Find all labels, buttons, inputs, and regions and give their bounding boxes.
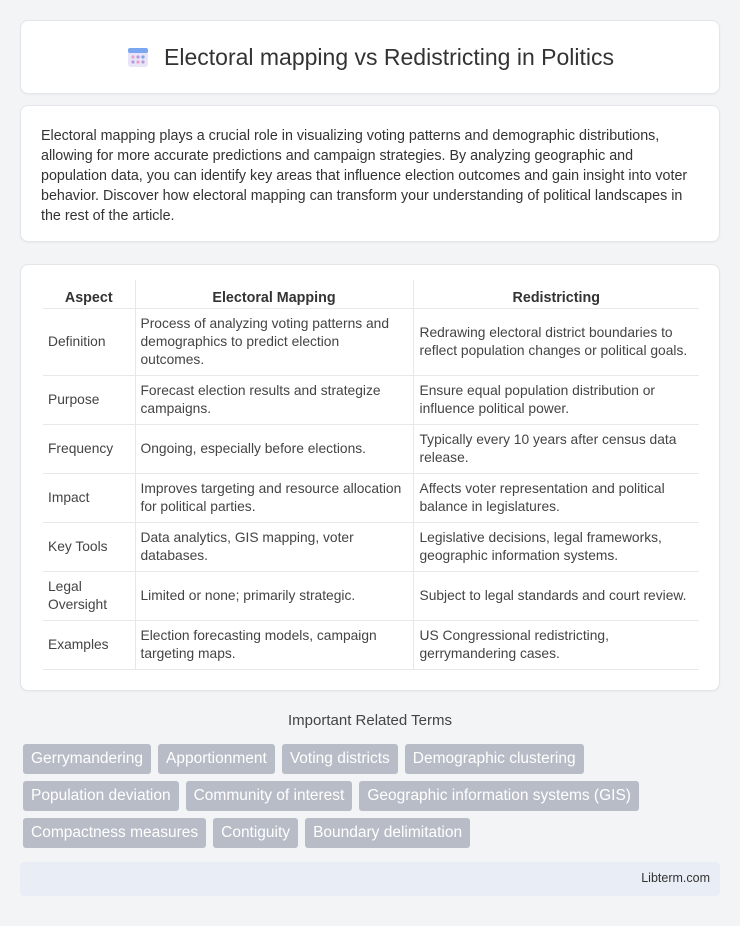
related-term-tag[interactable]: Demographic clustering [405,744,584,774]
related-term-tag[interactable]: Boundary delimitation [305,818,470,848]
cell-aspect: Purpose [43,375,135,424]
table-row [43,473,699,522]
cell-redistricting: Legislative decisions, legal frameworks, geographic information systems. [413,522,699,571]
cell-redistricting: Subject to legal standards and court review. [413,571,699,620]
cell-redistricting: Affects voter representation and political balance in legislatures. [413,473,699,522]
cell-aspect: Definition [43,308,135,375]
related-terms-list [23,744,723,848]
footer [20,862,720,896]
related-term-tag[interactable]: Gerrymandering [23,744,151,774]
header-aspect: Aspect [43,280,135,308]
cell-aspect: Impact [43,473,135,522]
cell-redistricting: Ensure equal population distribution or influence political power. [413,375,699,424]
related-term-tag[interactable]: Compactness measures [23,818,206,848]
related-term-tag[interactable]: Geographic information systems (GIS) [359,781,639,811]
title-card [20,20,720,94]
cell-electoral-mapping: Data analytics, GIS mapping, voter databases. [135,522,413,571]
comparison-table [43,280,699,670]
cell-redistricting: Redrawing electoral district boundaries to reflect population changes or political goals. [413,308,699,375]
table-row [43,522,699,571]
calendar-grid-icon [126,45,150,69]
related-term-tag[interactable]: Population deviation [23,781,179,811]
table-row [43,571,699,620]
related-terms-title: Important Related Terms [288,712,452,729]
footer-site[interactable]: Libterm.com [641,871,710,885]
comparison-table-card [20,264,720,691]
related-term-tag[interactable]: Community of interest [186,781,353,811]
related-term-tag[interactable]: Voting districts [282,744,398,774]
cell-electoral-mapping: Ongoing, especially before elections. [135,424,413,473]
cell-electoral-mapping: Election forecasting models, campaign targeting maps. [135,620,413,669]
table-row [43,308,699,375]
intro-card [20,105,720,242]
intro-text: Electoral mapping plays a crucial role in visualizing voting patterns and demographic distributions, allowing for more accurate predictions and campaign strategies. By analyzing geographic and population data, you can identify key areas that influence election outcomes and gain insight into voter behavior. Discover how electoral mapping can transform your understanding of political landscapes in the rest of the article. [41,128,688,224]
table-row [43,620,699,669]
header-electoral-mapping: Electoral Mapping [135,280,413,308]
cell-aspect: Key Tools [43,522,135,571]
table-row [43,375,699,424]
cell-electoral-mapping: Improves targeting and resource allocation for political parties. [135,473,413,522]
cell-electoral-mapping: Forecast election results and strategize campaigns. [135,375,413,424]
cell-aspect: Frequency [43,424,135,473]
cell-redistricting: US Congressional redistricting, gerrymandering cases. [413,620,699,669]
related-term-tag[interactable]: Contiguity [213,818,298,848]
cell-redistricting: Typically every 10 years after census data release. [413,424,699,473]
header-redistricting: Redistricting [413,280,699,308]
cell-electoral-mapping: Limited or none; primarily strategic. [135,571,413,620]
table-header-row [43,280,699,308]
related-term-tag[interactable]: Apportionment [158,744,275,774]
cell-aspect: Legal Oversight [43,571,135,620]
cell-aspect: Examples [43,620,135,669]
table-row [43,424,699,473]
cell-electoral-mapping: Process of analyzing voting patterns and demographics to predict election outcomes. [135,308,413,375]
page-title: Electoral mapping vs Redistricting in Politics [164,43,614,70]
